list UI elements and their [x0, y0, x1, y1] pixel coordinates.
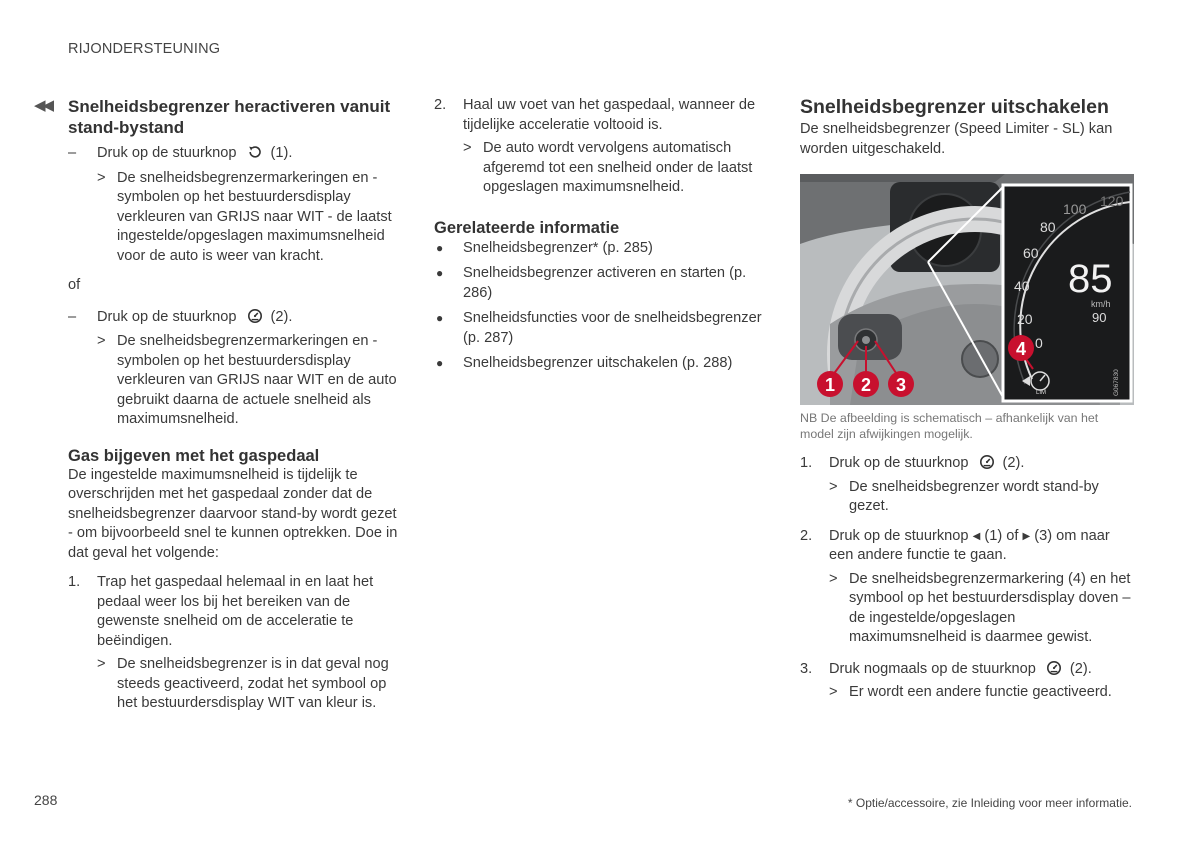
scale-label: 40: [1014, 278, 1030, 294]
result-marker: >: [97, 656, 106, 672]
result-marker: >: [97, 333, 106, 349]
section-title-gas: Gas bijgeven met het gaspedaal: [68, 446, 320, 465]
figure-code: G067830: [1113, 369, 1120, 396]
page-number: 288: [34, 792, 58, 808]
gas-step-1-result: > De snelheidsbegrenzer is in dat geval nog steeds geactiveerd, zodat het symbool op het bestuurdersdisplay WIT van kleur is.: [97, 656, 389, 711]
column-1: [68, 96, 398, 714]
left-arrow-icon: ◀: [972, 530, 981, 542]
step-number: 2.: [434, 97, 447, 113]
right-arrow-icon: ▶: [1022, 530, 1031, 542]
speed-limiter-icon: [247, 308, 263, 324]
scale-label: 120: [1100, 193, 1124, 209]
scale-label: 80: [1040, 219, 1056, 235]
result-marker: >: [829, 570, 838, 587]
bullet-marker: ●: [436, 311, 444, 325]
dash-marker: –: [68, 145, 77, 161]
section-title-reactivate: Snelheidsbegrenzer heractiveren vanuit stand-bystand: [68, 97, 391, 137]
related-link[interactable]: ● Snelheidsbegrenzer activeren en starten (p. 286): [436, 265, 747, 301]
related-link[interactable]: ● Snelheidsbegrenzer* (p. 285): [434, 239, 769, 259]
callout-label: 3: [895, 375, 907, 395]
disable-step-3: 3. Druk nogmaals op de stuurknop (2).: [800, 660, 1134, 680]
speed-unit: km/h: [1091, 299, 1111, 309]
related-info-title: Gerelateerde informatie: [434, 218, 620, 237]
step-number: 1.: [800, 455, 813, 471]
result-limiter-button: > De snelheidsbegrenzermarkeringen en -symbolen op het bestuurdersdisplay verkleuren van GRIJS naar WIT en de auto gebruikt daarna de actuele snelheid als maximumsnelheid.: [97, 333, 397, 427]
disable-step-3-result: > Er wordt een andere functie geactiveerd.: [800, 683, 1134, 703]
callout-label: 1: [824, 375, 836, 395]
gas-step-1: 1. Trap het gaspedaal helemaal in en laat het pedaal weer los bij het bereiken van de gewenste snelheid om de acceleratie te beëindigen.: [68, 574, 374, 649]
running-header: RIJONDERSTEUNING: [68, 41, 221, 57]
big-speed-readout: 85: [1068, 257, 1113, 301]
lim-label: LIM: [1036, 390, 1047, 396]
bullet-marker: ●: [436, 240, 444, 255]
disable-step-2: 2. Druk op de stuurknop ◀ (1) of ▶ (3) om naar een andere functie te gaan.: [800, 527, 1110, 563]
small-speed-readout: 85: [938, 221, 954, 237]
gas-step-2: 2. Haal uw voet van het gaspedaal, wanneer de tijdelijke acceleratie voltooid is.: [434, 97, 756, 133]
result-marker: >: [463, 140, 472, 156]
or-text: of: [68, 277, 81, 293]
result-marker: >: [97, 169, 106, 186]
disable-step-2-result: > De snelheidsbegrenzermarkering (4) en het symbool op het bestuurdersdisplay doven – de ingestelde/opgeslagen maximumsnelheid is daarmee gewist.: [829, 570, 1131, 645]
column-2: [434, 96, 769, 374]
scale-label: 60: [1023, 245, 1039, 261]
limit-speed-readout: 90: [1092, 310, 1107, 325]
dash-marker: –: [68, 308, 77, 325]
scale-label: 100: [1063, 201, 1087, 217]
scale-label: 0: [1035, 335, 1043, 351]
result-marker: >: [829, 684, 838, 700]
illustration-svg: [800, 174, 1134, 405]
gas-intro: De ingestelde maximumsnelheid is tijdelijk te overschrijden met het gaspedaal zonder dat de snelheidsbegrenzer daarvoor stand-by wordt gezet - om bijvoorbeeld snel te kunnen optrekken. Doe in dat geval het volgende:: [68, 466, 398, 561]
related-link[interactable]: ● Snelheidsbegrenzer uitschakelen (p. 288): [434, 354, 769, 374]
column-3: [800, 96, 1134, 159]
back-marker[interactable]: ◀◀: [34, 97, 52, 114]
callout-label: 4: [1015, 339, 1027, 359]
footnote: * Optie/accessoire, zie Inleiding voor meer informatie.: [847, 796, 1132, 810]
related-link[interactable]: ● Snelheidsfuncties voor de snelheidsbegrenzer (p. 287): [436, 310, 762, 346]
gas-step-2-result: > De auto wordt vervolgens automatisch afgeremd tot een snelheid onder de laatst opgeslagen maximumsnelheid.: [463, 140, 753, 195]
resume-icon: [247, 144, 263, 160]
callout-label: 2: [860, 375, 872, 395]
step-resume: – Druk op de stuurknop (1).: [68, 144, 398, 164]
step-number: 3.: [800, 660, 813, 677]
disable-intro: De snelheidsbegrenzer (Speed Limiter - SL) kan worden uitgeschakeld.: [800, 121, 1113, 157]
result-resume: > De snelheidsbegrenzermarkeringen en -symbolen op het bestuurdersdisplay verkleuren van GRIJS naar WIT - de laatst ingestelde/opgeslagen maximumsnelheid voor de auto is weer van kracht.: [97, 169, 392, 264]
section-title-disable: Snelheidsbegrenzer uitschakelen: [800, 96, 1109, 118]
bullet-marker: ●: [436, 356, 444, 370]
speed-limiter-icon: [979, 454, 995, 470]
disable-step-1-result: > De snelheidsbegrenzer wordt stand-by gezet.: [829, 478, 1099, 514]
step-limiter-button: – Druk op de stuurknop (2).: [68, 308, 398, 328]
step-number: 1.: [68, 574, 81, 590]
steering-wheel-illustration: [800, 174, 1134, 405]
disable-steps: [800, 454, 1134, 703]
bullet-marker: ●: [436, 266, 444, 280]
result-marker: >: [829, 478, 838, 495]
disable-step-1: 1. Druk op de stuurknop (2).: [800, 454, 1134, 474]
scale-label: 20: [1017, 311, 1033, 327]
speed-limiter-icon: [1046, 660, 1062, 676]
step-number: 2.: [800, 527, 813, 544]
figure-caption: NB De afbeelding is schematisch – afhankelijk van het model zijn afwijkingen mogelijk.: [800, 411, 1099, 441]
